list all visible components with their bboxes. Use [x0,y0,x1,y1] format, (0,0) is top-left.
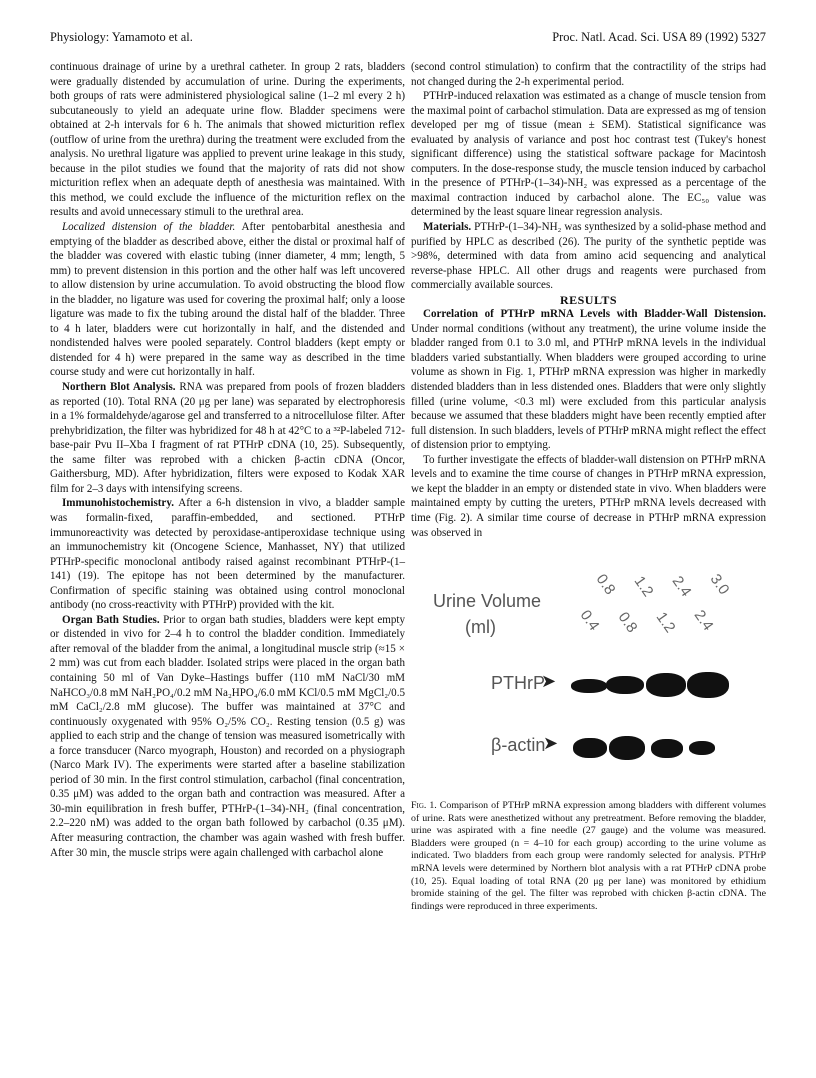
paragraph: continuous drainage of urine by a urethral catheter. In group 2 rats, bladders were gradually distended by accumulation of urine. During the experiments, both groups of rats were administered physiological saline (1–2 ml every 2 h) subcutaneously to yield an adequate urine flow. Bladder specimens were obtained at 2-h intervals for 6 h. The animals that showed micturition reflex (outflow of urine from the urethra) during the treatment were excluded from the analysis. No urethral ligature was applied to prevent urine leakage in this study, because in the pilot studies we found that the majority of rats did not show micturition reflex when an adequate depth of anesthesia was maintained. With this method, we could exclude the influence of the micturition reflex on the results and avoid unnecessary stimuli to the urethral area. [50,61,405,219]
pthrp-band [646,673,686,697]
volume-label-top-3: 2.4 [668,573,695,600]
volume-label-top-4: 3.0 [706,571,733,598]
running-header-right: Proc. Natl. Acad. Sci. USA 89 (1992) 5327 [552,30,766,44]
actin-band [573,738,607,758]
section-heading: Localized distension of the bladder. [62,221,236,234]
volume-label-bottom-3: 1.2 [652,609,679,636]
pthrp-band [687,672,729,698]
paragraph [411,220,766,293]
paragraph-text: PTHrP-(1–34)-NH₂ was synthesized by a solid-phase method and purified by HPLC as described (26). The purity of the synthetic peptide was >98%, determined with data from amino acid sequencing and analytical reverse-phase HPLC. All other drugs and reagents were purchased from commercially available sources. [411,221,766,292]
actin-band [609,736,645,760]
section-heading: Northern Blot Analysis. [62,381,176,394]
caption-lead: Fig. 1. [411,800,437,812]
actin-arrow-icon: ➤ [543,733,559,755]
paragraph-text: After pentobarbital anesthesia and emptying of the bladder as described above, either the distal or proximal half of the bladder was covered with elastic tubing (inner diameter, 4 mm; length, 5 mm) to prevent distension in this portion and the other half was left uncovered to allow distension by urine accumulation. To avoid obstructing the blood flow in the bladder, no ligature was used for covering the proximal half; only a loose ligature was made to fix the tubing around the distal half of the bladder. Three to 4 h later, bladders were cut horizontally in half, and the distended and nondistended halves were pooled separately. Control bladders (kept empty or distended for 4 h) were prepared in the same way as described in the time course study and were cut horizontally in half. [50,221,405,379]
results-heading: RESULTS [559,292,618,307]
paragraph [50,220,405,380]
paragraph-text: Under normal conditions (without any treatment), the urine volume inside the bladder ranged from 0.1 to 3.0 ml, and PTHrP mRNA levels in the individual bladders varied substantially. When bladders were grouped according to urine volume as shown in Fig. 1, PTHrP mRNA expression was higher in markedly distended bladders than in less distended ones. Bladders that were only slightly filled (urine volume, <0.3 ml) were excluded from this particular analysis because we assumed that these bladders might have been recently emptied after full distension. In such bladders, levels of PTHrP mRNA might reflect the effect of distension prior to emptying. [411,322,766,452]
paragraph-text: Prior to organ bath studies, bladders were kept empty or distended in vivo for 2–4 h to control the bladder condition. Immediately after removal of the bladder from the animal, a longitudinal muscle strip (≈15 × 2 mm) was cut from each bladder. Isolated strips were placed in the organ bath containing 50 ml of Van Dyke–Hastings buffer (110 mM NaCl/30 mM NaHCO₃/0.8 mM NaH₂PO₄/0.2 mM Na₂HPO₄/6.0 mM KCl/0.5 mM MgCl₂/0.5 mM CaCl₂/2.8 mM glucose). The buffer was maintained at 37°C and continuously oxygenated with 95% O₂/5% CO₂. Resting tension (0.5 g) was applied to each strip and the change of tension was measured isometrically with a force transducer (Narco myograph, Houston) and recorded on a physiograph (Narco Mark IV). The experiments were started after a baseline stabilization period of 30 min. In the first control stimulation, carbachol (final concentration, 0.35 μM) was added to the organ bath and contraction was measured. After a 30-min equilibration in fresh buffer, PTHrP-(1–34)-NH₂ (final concentration, 2.2–220 nM) was added to the organ bath followed by carbachol (0.35 μM). After measuring contraction, the chamber was again washed with fresh buffer. After 30 min, the muscle strips were again challenged with carbachol alone [50,613,405,859]
paragraph: (second control stimulation) to confirm that the contractility of the strips had not changed during the 2-h experimental period. [411,61,766,88]
caption-text: Comparison of PTHrP mRNA expression among bladders with different volumes of urine. Rats were anesthetized without any pretreatment. Before removing the bladder, urine was aspirated with a fine needle (27 gauge) and the volume was measured. Bladders were grouped (n = 4–10 for each group) according to the urine volume as indicated. Two bladders from each group were randomly selected for analysis. PTHrP mRNA levels were determined by Northern blot analysis with a rat PTHrP cDNA probe (10, 25). Equal loading of total RNA (20 μg per lane) was monitored by ethidium bromide staining of the gel. The filter was reprobed with chicken β-actin cDNA. The findings were reproduced in three experiments. [411,800,766,912]
volume-label-top-2: 1.2 [630,573,657,600]
urine-volume-label: Urine Volume [433,591,542,612]
paragraph [50,496,405,612]
volume-label-top-1: 0.8 [592,571,619,598]
paragraph [50,380,405,496]
volume-label-bottom-2: 0.8 [614,609,641,636]
left-column [50,60,405,860]
paragraph: To further investigate the effects of bladder-wall distension on PTHrP mRNA levels and to examine the time course of changes in PTHrP mRNA expression, we kept the bladder in an empty or distended state in vivo. When bladders were maintained empty by cutting the ureters, PTHrP mRNA levels decreased with time (Fig. 2). A similar time course of decrease in PTHrP mRNA expression was observed in [411,453,766,539]
pthrp-band [606,676,644,694]
volume-label-bottom-1: 0.4 [576,607,603,634]
section-heading: Materials. [423,221,472,234]
actin-row-label: β-actin [491,735,546,756]
section-heading: Immunohistochemistry. [62,497,175,510]
volume-label-bottom-4: 2.4 [690,607,717,634]
right-column [411,60,766,913]
pthrp-row-label: PTHrP [491,673,545,694]
pthrp-band [571,679,607,693]
section-heading: Organ Bath Studies. [62,613,160,626]
paragraph [411,307,766,452]
paragraph-text: After a 6-h distension in vivo, a bladder sample was formalin-fixed, paraffin-embedded, and sectioned. PTHrP immunoreactivity was detected by peroxidase-antiperoxidase technique using an immunochemistry kit (Oncogene Science, Manhasset, NY) that utilized PTHrP-specific monoclonal antibody raised against recombinant PTHrP-(1–141) (19). The epitope has not been determined by the manufacturer. Confirmation of specific staining was obtained using control monoclonal antibody (no cross-reactivity with PTHrP) provided with the kit. [50,497,405,612]
paragraph-text: RNA was prepared from pools of frozen bladders as reported (10). Total RNA (20 μg per lane) was separated by electrophoresis in a 1% formaldehyde/agarose gel and transferred to a nitrocellulose filter. After prehybridization, the filter was hybridized for 48 h at 42°C to a ³²P-labeled 712-base-pair Pvu II–Xba I fragment of rat PTHrP cDNA (10, 25). Subsequently, the same filter was reprobed with a chicken β-actin cDNA (Oncor, Gaithersburg, MD). After hybridization, filters were exposed to Kodak XAR film for 2–3 days with intensifying screens. [50,381,405,495]
figure-1-northern-blot [411,554,766,794]
urine-volume-unit: (ml) [465,617,496,638]
running-header-left: Physiology: Yamamoto et al. [50,30,193,44]
actin-band [651,739,683,758]
actin-band [689,741,715,755]
figure-1-caption [411,800,766,913]
pthrp-arrow-icon: ➤ [541,671,557,693]
paragraph [50,613,405,860]
section-heading: Correlation of PTHrP mRNA Levels with Bladder-Wall Distension. [423,308,766,321]
paragraph: PTHrP-induced relaxation was estimated as a change of muscle tension from the maximal point of carbachol stimulation. Data are expressed as mg of tension developed per mg of tissue (mean ± SEM). Statistical significance was evaluated by analysis of variance and post hoc contrast test (Tukey's honest significant difference) using the statistical software package for Macintosh computers. In the dose-response study, the muscle tension induced by carbachol in the presence of PTHrP-(1–34)-NH₂ was expressed as a percentage of the maximal contraction induced by carbachol alone. The EC₅₀ value was determined by the least square linear regression analysis. [411,90,766,219]
